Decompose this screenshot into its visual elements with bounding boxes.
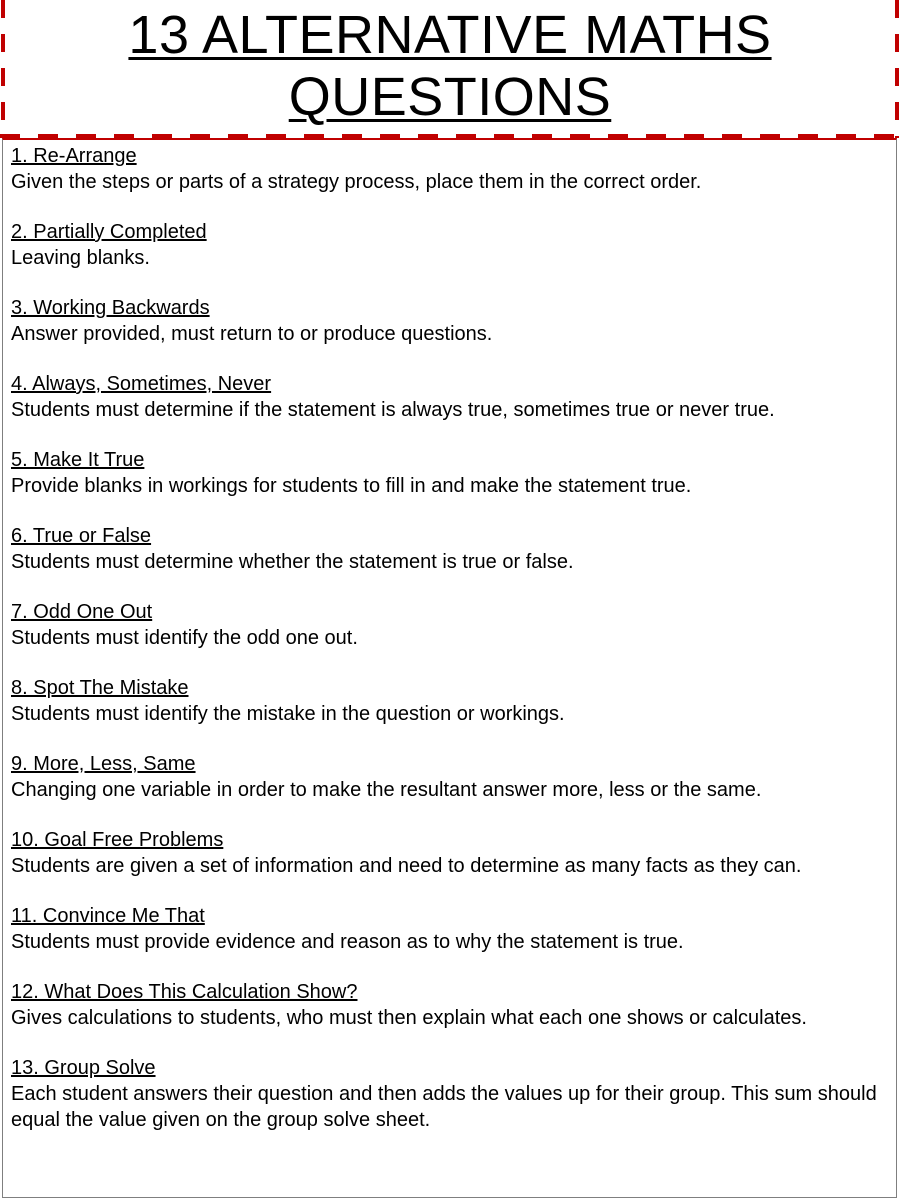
item-description: Gives calculations to students, who must then explain what each one shows or calculates. [11, 1007, 807, 1029]
item-description: Leaving blanks. [11, 247, 150, 269]
item-description: Students must determine if the statement is always true, sometimes true or never true. [11, 399, 775, 421]
item-description: Students must determine whether the statement is true or false. [11, 551, 574, 573]
list-item [11, 296, 888, 347]
title-line-2: QUESTIONS [288, 67, 612, 127]
item-description: Given the steps or parts of a strategy process, place them in the correct order. [11, 171, 702, 193]
list-item [11, 220, 888, 271]
item-heading: 8. Spot The Mistake [11, 677, 189, 699]
dashed-frame-right [895, 0, 899, 138]
list-item [11, 676, 888, 727]
item-heading: 9. More, Less, Same [11, 753, 196, 775]
item-description: Provide blanks in workings for students to fill in and make the statement true. [11, 475, 692, 497]
page-title [40, 4, 860, 128]
item-heading: 6. True or False [11, 525, 152, 547]
item-heading: 3. Working Backwards [11, 297, 210, 319]
list-item [11, 144, 888, 195]
item-description: Changing one variable in order to make the resultant answer more, less or the same. [11, 779, 762, 801]
title-banner [0, 0, 900, 138]
item-heading: 5. Make It True [11, 449, 145, 471]
list-item [11, 372, 888, 423]
item-description: Students are given a set of information and need to determine as many facts as they can. [11, 855, 802, 877]
list-item [11, 980, 888, 1031]
item-heading: 2. Partially Completed [11, 221, 207, 243]
list-item [11, 448, 888, 499]
title-line-1: 13 ALTERNATIVE MATHS [128, 5, 772, 65]
item-heading: 7. Odd One Out [11, 601, 153, 623]
list-item [11, 600, 888, 651]
item-heading: 1. Re-Arrange [11, 145, 137, 167]
item-heading: 11. Convince Me That [11, 905, 205, 927]
list-item [11, 752, 888, 803]
item-heading: 13. Group Solve [11, 1057, 156, 1079]
list-item [11, 1056, 888, 1133]
list-item [11, 524, 888, 575]
list-item [11, 904, 888, 955]
question-types-list [2, 138, 897, 1198]
list-item [11, 828, 888, 879]
dashed-frame-left [1, 0, 5, 138]
item-heading: 12. What Does This Calculation Show? [11, 981, 358, 1003]
item-description: Each student answers their question and then adds the values up for their group. This sum should equal the value given on the group solve sheet. [11, 1083, 877, 1131]
item-heading: 4. Always, Sometimes, Never [11, 373, 272, 395]
item-description: Students must identify the odd one out. [11, 627, 358, 649]
item-description: Answer provided, must return to or produce questions. [11, 323, 493, 345]
item-description: Students must provide evidence and reason as to why the statement is true. [11, 931, 684, 953]
item-heading: 10. Goal Free Problems [11, 829, 224, 851]
item-description: Students must identify the mistake in the question or workings. [11, 703, 565, 725]
